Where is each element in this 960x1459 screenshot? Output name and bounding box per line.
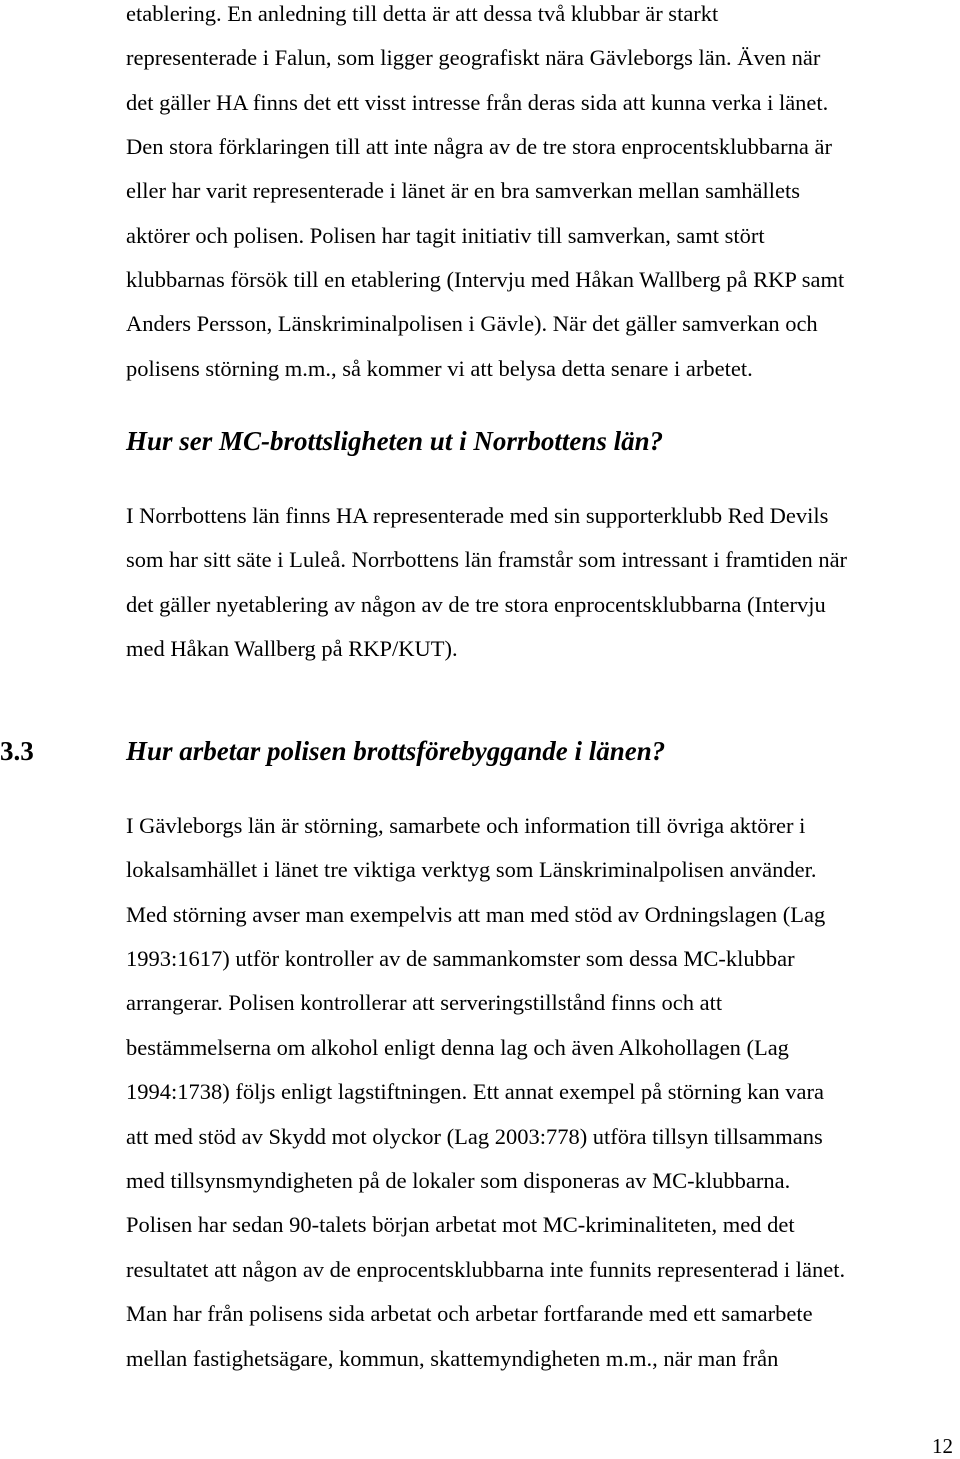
text-line: som har sitt säte i Luleå. Norrbottens län framstår som intressant i framtiden när [126, 547, 848, 572]
text-line: att med stöd av Skydd mot olyckor (Lag 2003:778) utföra tillsyn tillsammans [126, 1124, 823, 1149]
text-line: mellan fastighetsägare, kommun, skattemyndigheten m.m., när man från [126, 1346, 779, 1371]
text-line: resultatet att någon av de enprocentsklubbarna inte funnits representerad i länet. [126, 1257, 846, 1282]
text-line: Den stora förklaringen till att inte några av de tre stora enprocentsklubbarna är [126, 134, 832, 159]
text-line: I Norrbottens län finns HA representerade med sin supporterklubb Red Devils [126, 503, 829, 528]
subheading: Hur ser MC-brottsligheten ut i Norrbottens län? [126, 426, 664, 456]
text-line: det gäller nyetablering av någon av de tre stora enprocentsklubbarna (Intervju [126, 592, 826, 617]
text-line: med tillsynsmyndigheten på de lokaler som disponeras av MC-klubbarna. [126, 1168, 791, 1193]
text-line: eller har varit representerade i länet är en bra samverkan mellan samhällets [126, 178, 801, 203]
text-line: 1993:1617) utför kontroller av de sammankomster som dessa MC-klubbar [126, 946, 795, 971]
text-line: 1994:1738) följs enligt lagstiftningen. Ett annat exempel på störning kan vara [126, 1079, 824, 1104]
text-line: Man har från polisens sida arbetat och arbetar fortfarande med ett samarbete [126, 1301, 813, 1326]
text-line: bestämmelserna om alkohol enligt denna lag och även Alkohollagen (Lag [126, 1035, 789, 1060]
text-line: representerade i Falun, som ligger geografiskt nära Gävleborgs län. Även när [126, 45, 821, 70]
text-line: med Håkan Wallberg på RKP/KUT). [126, 636, 458, 661]
text-line: etablering. En anledning till detta är att dessa två klubbar är starkt [126, 1, 719, 26]
text-line: klubbarnas försök till en etablering (Intervju med Håkan Wallberg på RKP samt [126, 267, 845, 292]
text-line: polisens störning m.m., så kommer vi att belysa detta senare i arbetet. [126, 356, 753, 381]
section-title: Hur arbetar polisen brottsförebyggande i länen? [126, 736, 666, 766]
page-number: 12 [932, 1434, 953, 1458]
text-line: det gäller HA finns det ett visst intresse från deras sida att kunna verka i länet. [126, 90, 829, 115]
text-line: Med störning avser man exempelvis att man med stöd av Ordningslagen (Lag [126, 902, 826, 927]
text-line: aktörer och polisen. Polisen har tagit initiativ till samverkan, samt stört [126, 223, 765, 248]
text-line: Polisen har sedan 90-talets början arbetat mot MC-kriminaliteten, med det [126, 1212, 795, 1237]
text-line: I Gävleborgs län är störning, samarbete och information till övriga aktörer i [126, 813, 806, 838]
text-line: Anders Persson, Länskriminalpolisen i Gävle). När det gäller samverkan och [126, 311, 818, 336]
section-number: 3.3 [0, 736, 34, 766]
text-line: lokalsamhället i länet tre viktiga verktyg som Länskriminalpolisen använder. [126, 857, 817, 882]
text-line: arrangerar. Polisen kontrollerar att serveringstillstånd finns och att [126, 990, 723, 1015]
